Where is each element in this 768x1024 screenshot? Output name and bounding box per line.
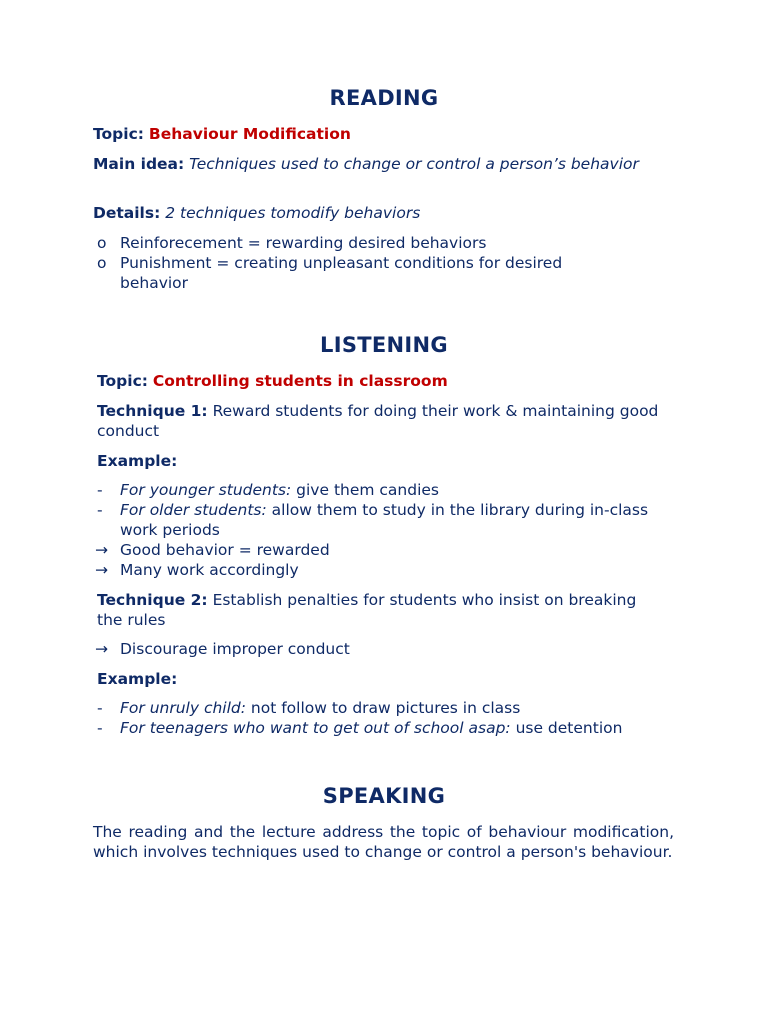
topic-label: Topic: [93, 125, 144, 143]
reading-bullet-list [93, 233, 628, 293]
technique-1 [97, 401, 672, 441]
listening-heading: LISTENING [320, 333, 448, 357]
listening-topic [97, 371, 682, 391]
arrow-marker: → [95, 541, 108, 559]
arrow-marker: → [95, 561, 108, 579]
dash-marker: - [97, 719, 103, 737]
list-item-text: Many work accordingly [120, 561, 299, 579]
technique-2-value: Establish penalties for students who insist on breaking the rules [97, 591, 637, 629]
example-label: Example: [97, 452, 178, 470]
list-item [93, 540, 658, 560]
reading-details [93, 203, 678, 223]
example-2-label [97, 669, 682, 689]
list-item [93, 698, 683, 718]
list-item [93, 560, 658, 580]
technique-2 [97, 590, 657, 630]
list-item [93, 718, 683, 738]
list-item [93, 253, 628, 293]
list-item-text: Good behavior = rewarded [120, 541, 330, 559]
list-item-text: Punishment = creating unpleasant conditions for desired behavior [120, 254, 563, 292]
dash-marker: - [97, 481, 103, 499]
technique-1-label: Technique 1: [97, 402, 208, 420]
list-item-text: Discourage improper conduct [120, 640, 350, 658]
details-value: 2 techniques tomodify behaviors [165, 204, 421, 222]
list-item [93, 500, 658, 540]
technique-1-value: Reward students for doing their work & maintaining good conduct [97, 402, 659, 440]
topic-label: Topic: [97, 372, 148, 390]
bullet-marker: o [97, 254, 107, 272]
arrow-marker: → [95, 640, 108, 658]
list-item-text: use detention [510, 719, 623, 737]
dash-marker: - [97, 501, 103, 519]
list-item-text: not follow to draw pictures in class [245, 699, 521, 717]
reading-main-idea [93, 154, 653, 174]
list-item-text: allow them to study in the library during in-class work periods [120, 501, 649, 539]
reading-topic [93, 124, 678, 144]
example-2-list [93, 698, 683, 738]
topic-value: Controlling students in classroom [152, 372, 448, 390]
example-1-label [97, 451, 682, 471]
list-item [93, 480, 658, 500]
list-item-text: Reinforecement = rewarding desired behaviors [120, 234, 487, 252]
list-item-em: For unruly child: [120, 699, 246, 717]
speaking-heading: SPEAKING [322, 784, 446, 808]
technique-2-arrow-list [93, 639, 653, 659]
example-1-list [93, 480, 658, 580]
list-item [93, 639, 653, 659]
topic-value: Behaviour Modification [148, 125, 351, 143]
list-item-text: give them candies [291, 481, 440, 499]
reading-heading: READING [329, 86, 439, 110]
list-item-em: For younger students: [120, 481, 292, 499]
list-item-em: For older students: [120, 501, 267, 519]
main-idea-label: Main idea: [93, 155, 185, 173]
bullet-marker: o [97, 234, 107, 252]
example-label: Example: [97, 670, 178, 688]
speaking-paragraph: The reading and the lecture address the topic of behaviour modification, which involves techniques used to change or control a person's behaviour. [93, 823, 674, 861]
list-item-em: For teenagers who want to get out of school asap: [120, 719, 511, 737]
main-idea-value: Techniques used to change or control a person’s behavior [189, 155, 639, 173]
dash-marker: - [97, 699, 103, 717]
technique-2-label: Technique 2: [97, 591, 208, 609]
details-label: Details: [93, 204, 161, 222]
list-item [93, 233, 628, 253]
